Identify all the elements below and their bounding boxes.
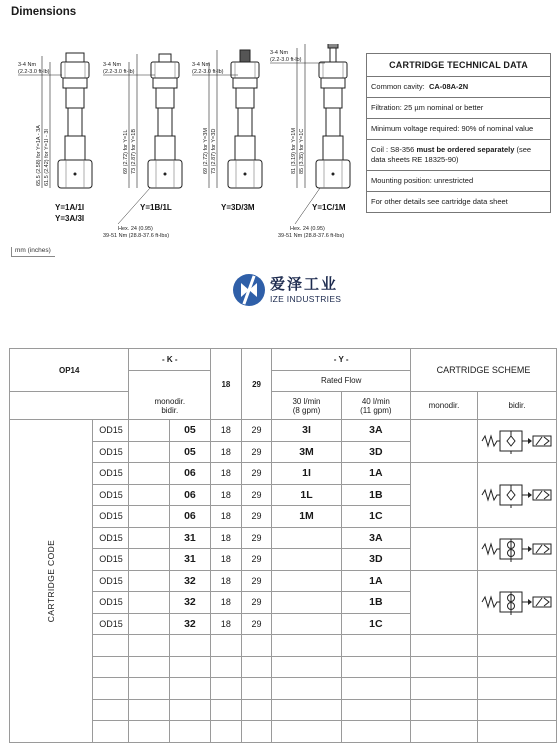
view-label-1b: Y=3A/3I [55, 214, 85, 223]
empty-cell [169, 699, 210, 721]
empty-cell [241, 721, 272, 743]
cell-y30 [272, 570, 341, 592]
hex-label-right: Hex. 24 (0.95) [290, 226, 325, 232]
filtration: Filtration: 25 µm nominal or better [367, 98, 550, 119]
empty-cell [272, 635, 341, 657]
header-k-sub: monodir.bidir. [129, 370, 211, 420]
dimensions-title: Dimensions [11, 6, 77, 18]
header-op: OP14 [10, 349, 129, 392]
empty-cell [411, 656, 478, 678]
cell-op: OD15 [93, 527, 129, 549]
empty-cell [411, 678, 478, 700]
header-18: 18 [211, 349, 242, 420]
cell-29: 29 [241, 549, 272, 571]
empty-cell [129, 699, 169, 721]
cell-scheme-bi [477, 527, 556, 570]
dim-view4-h2: 81 (3.19) for Y=1M [291, 128, 297, 174]
other-details: For other details see cartridge data sheet [371, 197, 508, 206]
cell-18: 18 [211, 506, 242, 528]
dim-view2-h2: 69 (2.72) for Y=1L [123, 129, 129, 174]
cell-y30: 1M [272, 506, 341, 528]
min-voltage: Minimum voltage required: 90% of nominal value [367, 119, 550, 140]
cell-k-mono [129, 484, 169, 506]
empty-cell [93, 699, 129, 721]
torque-label-3a: 3-4 Nm [192, 62, 211, 68]
header-scheme-bi: bidir. [477, 392, 556, 420]
header-op-sub [10, 392, 129, 420]
cartridge-scheme-icon [478, 534, 556, 564]
cartridge-scheme-icon [478, 480, 556, 510]
cell-scheme-mono [411, 420, 478, 463]
cell-y40: 1C [341, 613, 410, 635]
empty-cell [477, 678, 556, 700]
empty-cell [241, 656, 272, 678]
cell-op: OD15 [93, 570, 129, 592]
cell-y40: 1A [341, 570, 410, 592]
empty-cell [93, 721, 129, 743]
dim-view3-h2: 69 (2.72) for Y=3M [203, 128, 209, 174]
unit-note: mm (inches) [11, 247, 55, 257]
cell-k-bi: 31 [169, 549, 210, 571]
view-label-1a: Y=1A/1I [55, 203, 85, 212]
header-scheme-mono: monodir. [411, 392, 478, 420]
header-k: - K - [129, 349, 211, 371]
view-label-4: Y=1C/1M [312, 203, 346, 212]
cell-y30 [272, 527, 341, 549]
empty-cell [211, 678, 242, 700]
dim-view3-h1: 73 (2.87) for Y=3D [211, 128, 217, 174]
coil-note: Coil : S8-356 must be ordered separately (see data sheets RE 18325-90) [367, 140, 550, 171]
hex-torque-left: 39-51 Nm (28.8-37.6 ft-lbs) [103, 233, 170, 239]
dim-view1-h1: 65.5 (2.58) for Y=1A - 3A [36, 125, 42, 186]
empty-cell [411, 699, 478, 721]
cell-scheme-mono [411, 527, 478, 570]
empty-cell [129, 656, 169, 678]
empty-cell [477, 721, 556, 743]
empty-cell [477, 635, 556, 657]
cell-29: 29 [241, 527, 272, 549]
cell-k-bi: 05 [169, 441, 210, 463]
empty-cell [169, 678, 210, 700]
empty-cell [129, 635, 169, 657]
cell-k-mono [129, 613, 169, 635]
common-cavity: Common cavity: CA-08A-2N [367, 77, 550, 98]
cell-op: OD15 [93, 441, 129, 463]
dim-view1-h2: 61.5 (2.42) for Y=1I - 3I [44, 129, 50, 186]
cell-y40: 1B [341, 592, 410, 614]
cell-op: OD15 [93, 613, 129, 635]
empty-cell [272, 656, 341, 678]
cell-18: 18 [211, 592, 242, 614]
empty-cell [211, 699, 242, 721]
empty-cell [272, 721, 341, 743]
cell-k-mono [129, 570, 169, 592]
empty-cell [341, 721, 410, 743]
hex-torque-right: 39-51 Nm (28.8-37.6 ft-lbs) [278, 233, 345, 239]
header-y: - Y - [272, 349, 411, 371]
cell-18: 18 [211, 527, 242, 549]
cell-k-bi: 32 [169, 613, 210, 635]
cell-y30: 1I [272, 463, 341, 485]
cell-k-bi: 32 [169, 592, 210, 614]
cell-scheme-mono [411, 570, 478, 635]
empty-cell [93, 635, 129, 657]
cell-18: 18 [211, 420, 242, 442]
cell-k-mono [129, 527, 169, 549]
cell-op: OD15 [93, 463, 129, 485]
logo-mark-icon [232, 270, 266, 310]
empty-cell [341, 678, 410, 700]
header-rated-flow: Rated Flow [272, 370, 411, 392]
cell-y30: 3I [272, 420, 341, 442]
empty-cell [341, 635, 410, 657]
cell-y30 [272, 592, 341, 614]
empty-cell [129, 678, 169, 700]
cell-29: 29 [241, 570, 272, 592]
torque-label-2a: 3-4 Nm [103, 62, 122, 68]
cell-y40: 3A [341, 420, 410, 442]
empty-cell [272, 678, 341, 700]
empty-cell [411, 721, 478, 743]
table-row [10, 420, 557, 442]
empty-cell [241, 635, 272, 657]
empty-cell [211, 721, 242, 743]
header-flow30: 30 l/min (8 gpm) [272, 392, 341, 420]
cell-29: 29 [241, 506, 272, 528]
dim-view4-h1: 85 (3.35) for Y=1C [299, 128, 305, 174]
header-scheme: CARTRIDGE SCHEME [411, 349, 557, 392]
cell-k-mono [129, 420, 169, 442]
cell-k-bi: 32 [169, 570, 210, 592]
cell-scheme-mono [411, 463, 478, 528]
cell-y40: 3A [341, 527, 410, 549]
empty-cell [477, 656, 556, 678]
cell-29: 29 [241, 441, 272, 463]
cell-29: 29 [241, 613, 272, 635]
cell-29: 29 [241, 463, 272, 485]
mounting-position: Mounting position: unrestricted [367, 171, 550, 192]
dimension-drawing [0, 44, 365, 259]
cell-y40: 1A [341, 463, 410, 485]
empty-cell [272, 699, 341, 721]
torque-label-4b: (2.2-3.0 ft-lb) [270, 57, 302, 63]
cell-29: 29 [241, 484, 272, 506]
cell-op: OD15 [93, 484, 129, 506]
cell-18: 18 [211, 549, 242, 571]
cell-y30 [272, 613, 341, 635]
cell-y40: 1B [341, 484, 410, 506]
empty-cell [93, 656, 129, 678]
company-logo [232, 270, 372, 314]
cell-k-bi: 05 [169, 420, 210, 442]
cell-k-mono [129, 463, 169, 485]
cell-29: 29 [241, 420, 272, 442]
cell-k-bi: 06 [169, 506, 210, 528]
cell-18: 18 [211, 463, 242, 485]
cell-op: OD15 [93, 420, 129, 442]
cell-y30: 1L [272, 484, 341, 506]
cell-k-bi: 06 [169, 484, 210, 506]
empty-cell [241, 678, 272, 700]
empty-cell [341, 699, 410, 721]
logo-english: IZE INDUSTRIES [270, 294, 342, 304]
header-29: 29 [241, 349, 272, 420]
view-label-3: Y=3D/3M [221, 203, 255, 212]
cell-k-bi: 06 [169, 463, 210, 485]
cartridge-code-label: CARTRIDGE CODE [10, 420, 93, 743]
torque-label-1a: 3-4 Nm [18, 62, 37, 68]
view-label-2: Y=1B/1L [140, 203, 172, 212]
technical-data-box [366, 53, 551, 213]
empty-cell [341, 656, 410, 678]
cell-18: 18 [211, 484, 242, 506]
cell-y40: 1C [341, 506, 410, 528]
cell-y30 [272, 549, 341, 571]
header-flow40: 40 l/min (11 gpm) [341, 392, 410, 420]
cell-scheme-bi [477, 420, 556, 463]
empty-cell [129, 721, 169, 743]
empty-cell [169, 656, 210, 678]
cell-op: OD15 [93, 549, 129, 571]
torque-label-2b: (2.2-3.0 ft-lb) [103, 69, 135, 75]
cartridge-scheme-icon [478, 426, 556, 456]
cell-y30: 3M [272, 441, 341, 463]
empty-cell [477, 699, 556, 721]
cell-op: OD15 [93, 506, 129, 528]
cell-k-mono [129, 549, 169, 571]
empty-cell [169, 721, 210, 743]
cell-k-mono [129, 506, 169, 528]
empty-cell [211, 635, 242, 657]
cell-scheme-bi [477, 570, 556, 635]
dim-view2-h1: 73 (2.87) for Y=1B [131, 129, 137, 174]
cell-y40: 3D [341, 441, 410, 463]
cell-18: 18 [211, 613, 242, 635]
cell-y40: 3D [341, 549, 410, 571]
torque-label-3b: (2.2-3.0 ft-lb) [192, 69, 224, 75]
empty-cell [211, 656, 242, 678]
cell-k-bi: 31 [169, 527, 210, 549]
cell-scheme-bi [477, 463, 556, 528]
empty-cell [241, 699, 272, 721]
empty-cell [411, 635, 478, 657]
cell-k-mono [129, 592, 169, 614]
technical-data-title: CARTRIDGE TECHNICAL DATA [367, 54, 550, 77]
empty-cell [93, 678, 129, 700]
logo-chinese: 爱泽工业 [270, 276, 339, 293]
cell-29: 29 [241, 592, 272, 614]
cell-op: OD15 [93, 592, 129, 614]
cartridge-code-table [9, 348, 557, 743]
torque-label-1b: (2.2-3.0 ft-lb) [18, 69, 50, 75]
cell-18: 18 [211, 441, 242, 463]
cartridge-scheme-icon [478, 587, 556, 617]
hex-label-left: Hex. 24 (0.95) [118, 226, 153, 232]
cell-k-mono [129, 441, 169, 463]
torque-label-4a: 3-4 Nm [270, 50, 289, 56]
empty-cell [169, 635, 210, 657]
cell-18: 18 [211, 570, 242, 592]
